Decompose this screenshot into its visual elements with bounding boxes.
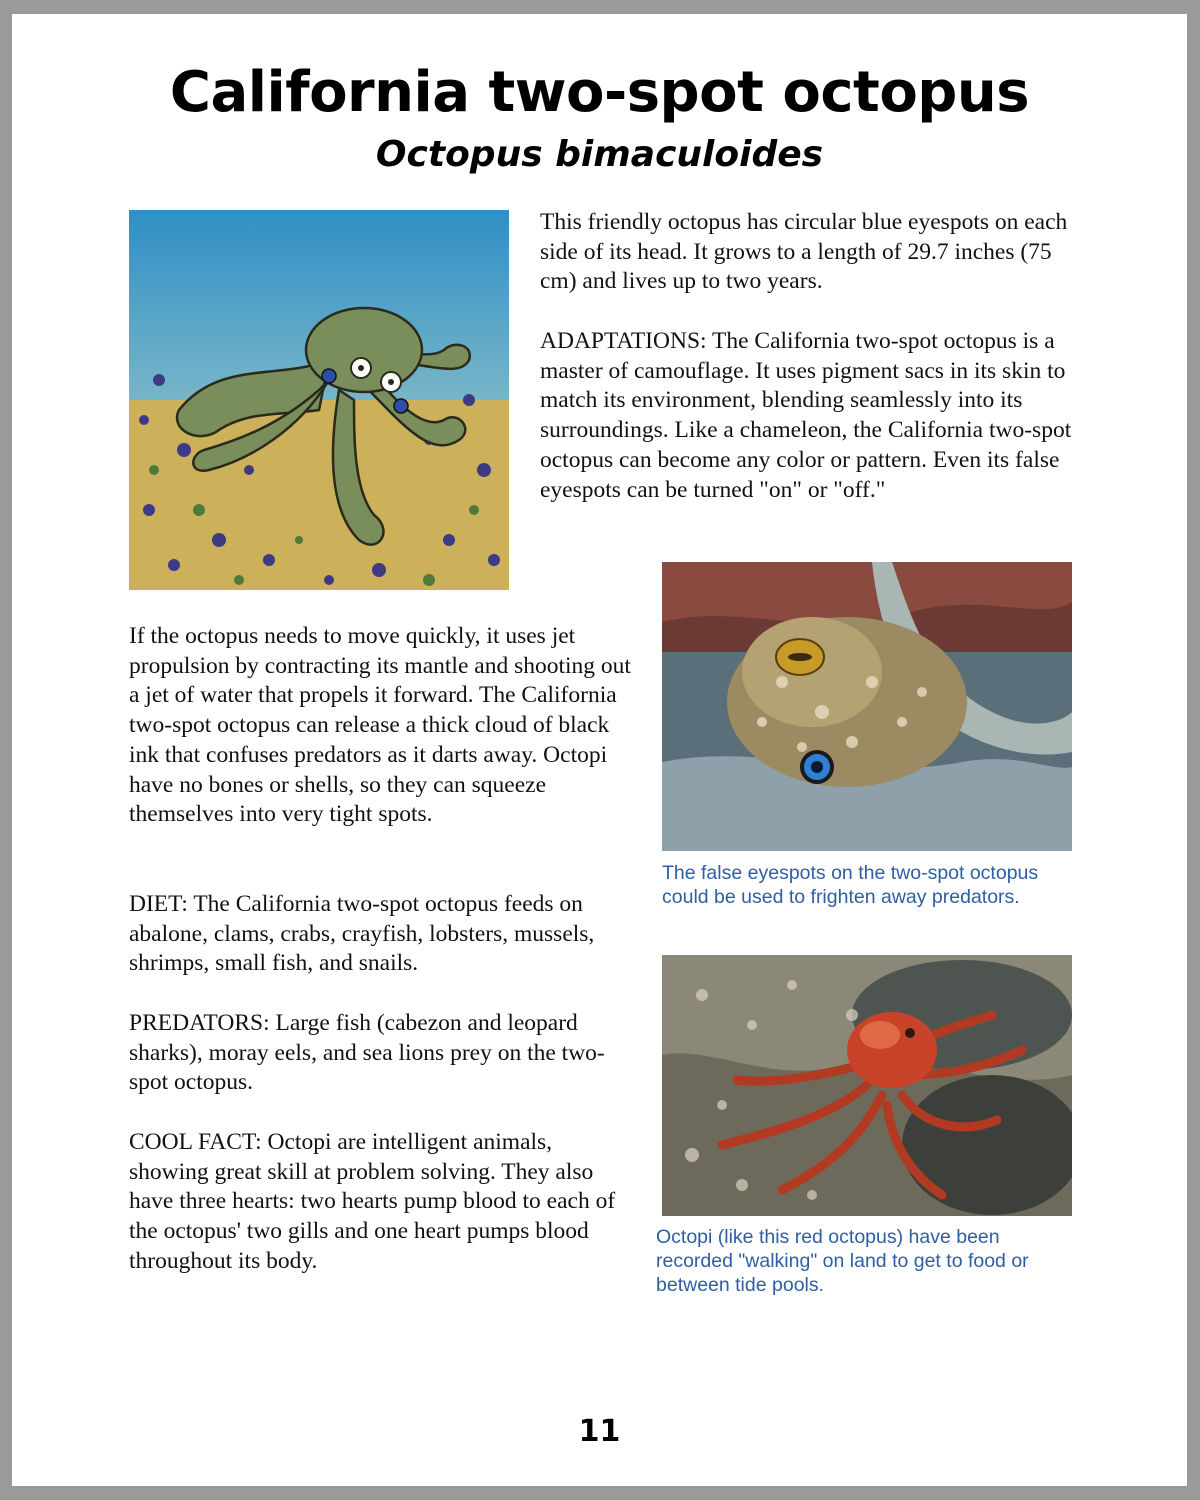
scientific-name: Octopus bimaculoides [375, 134, 824, 175]
red-octopus-photo [662, 955, 1072, 1216]
walking-caption: Octopi (like this red octopus) have been recorded "walking" on land to get to food or between tide pools. [656, 1226, 1029, 1296]
diet-text: DIET: The California two-spot octopus feeds on abalone, clams, crabs, crayfish, lobsters, mussels, shrimps, small fish, and snails. [129, 891, 595, 977]
page-title: California two-spot octopus [169, 60, 1030, 125]
two-spot-octopus-photo [662, 562, 1072, 851]
octopus-illustration [129, 210, 509, 590]
eyespots-caption: The false eyespots on the two-spot octopus could be used to frighten away predators. [662, 862, 1039, 908]
cool-fact-text: COOL FACT: Octopi are intelligent animals, showing great skill at problem solving. They also have three hearts: two hearts pump blood to each of the octopus' two gills and one heart pumps blood throughout its body. [129, 1129, 616, 1274]
predators-text: PREDATORS: Large fish (cabezon and leopard sharks), moray eels, and sea lions prey on the two-spot octopus. [129, 1010, 605, 1096]
page-number: 11 [578, 1414, 621, 1449]
intro-text: This friendly octopus has circular blue eyespots on each side of its head. It grows to a length of 29.7 inches (75 cm) and lives up to two years. [540, 209, 1068, 295]
adaptations-text: ADAPTATIONS: The California two-spot octopus is a master of camouflage. It uses pigment sacs in its skin to match its environment, blending seamlessly into its surroundings. Like a chameleon, the California two-spot octopus can become any color or pattern. Even its false eyespots can be turned "on" or "off." [540, 328, 1072, 503]
movement-text: If the octopus needs to move quickly, it uses jet propulsion by contracting its mantle and shooting out a jet of water that propels it forward. The California two-spot octopus can release a thick cloud of black ink that confuses predators as it darts away. Octopi have no bones or shells, so they can squeeze themselves into very tight spots. [129, 623, 631, 828]
page [12, 14, 1187, 1486]
